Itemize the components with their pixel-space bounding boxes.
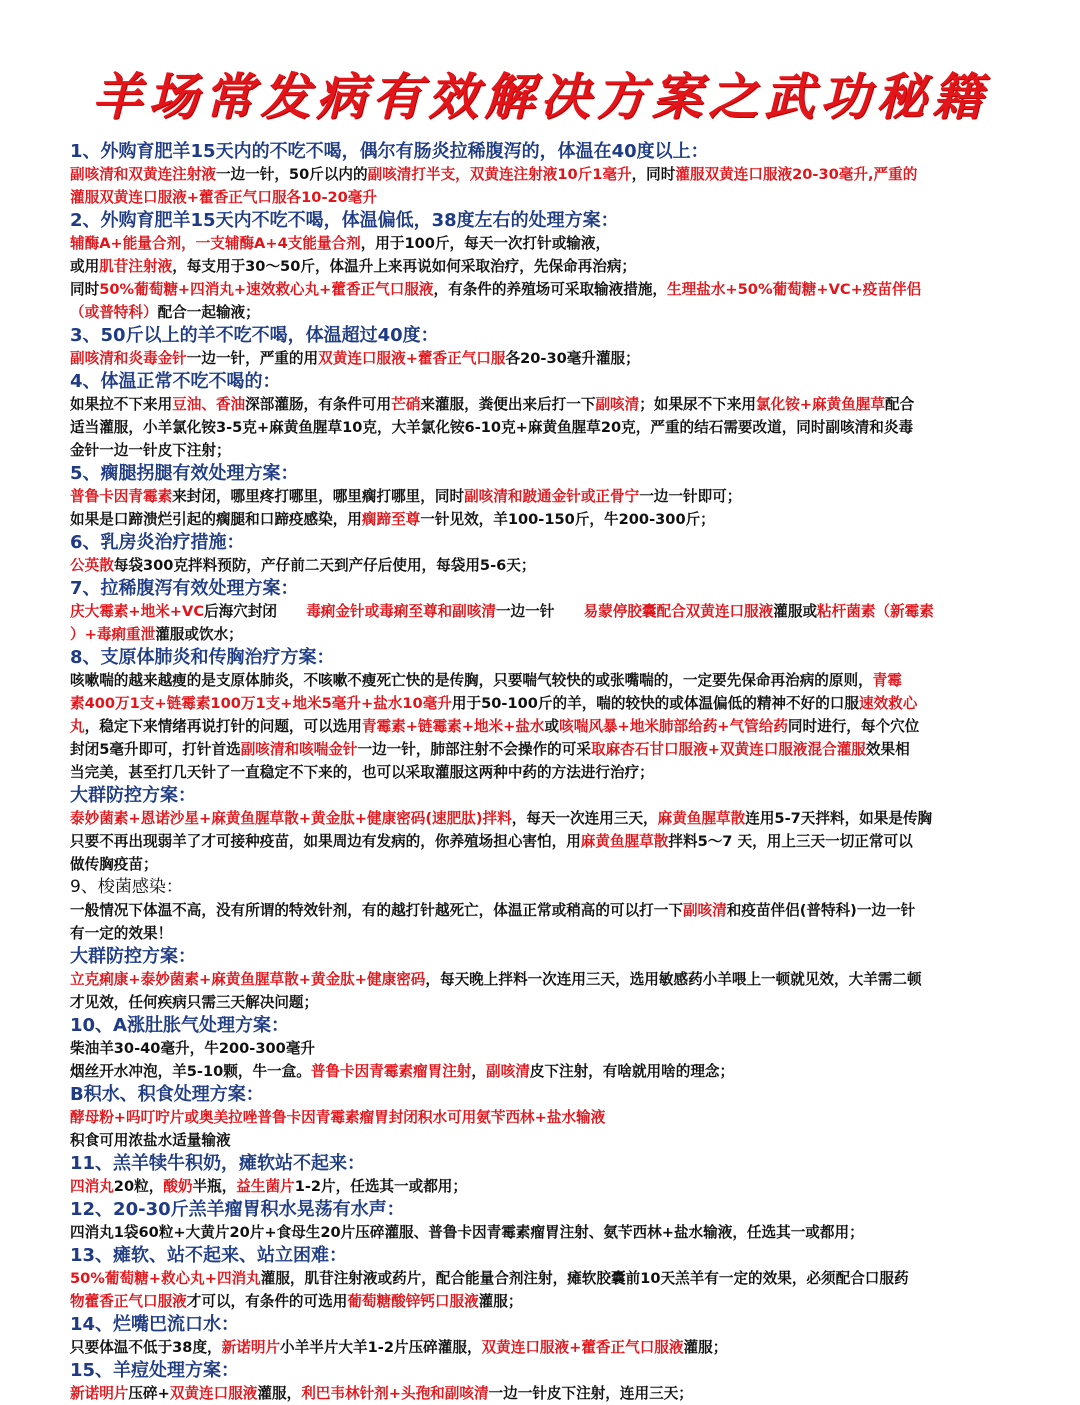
section-line (70, 1336, 1010, 1359)
body-text: 和疫苗伴侣(普特科)一边一针 (726, 902, 916, 919)
section-line (70, 439, 1010, 462)
section-line (70, 508, 1010, 531)
highlighted-text: 芒硝 (391, 396, 421, 413)
body-text: ，用于100斤，每天一次打针或输液， (360, 235, 611, 252)
section-13 (70, 1083, 1010, 1152)
section-heading: 9、梭菌感染： (70, 877, 183, 897)
section-18 (70, 1359, 1010, 1405)
body-text: 或 (544, 718, 560, 735)
section-line (70, 301, 1010, 324)
highlighted-text: 公英散 (70, 557, 114, 574)
section-line (70, 669, 1010, 692)
body-text: ，同时 (631, 166, 676, 183)
section-heading: 7、拉稀腹泻有效处理方案： (70, 578, 299, 599)
section-heading: B积水、积食处理方案： (70, 1084, 264, 1105)
section-heading: 14、烂嘴巴流口水： (70, 1314, 240, 1335)
section-line (70, 968, 1010, 991)
section-line (70, 393, 1010, 416)
body-text: 来灌服，粪便出来后打一下 (420, 396, 596, 413)
highlighted-text: 生理盐水+50%葡萄糖+VC+疫苗伴侣 (667, 281, 922, 298)
body-text: 如果拉不下来用 (70, 396, 173, 413)
body-text: 同时进行，每个穴位 (787, 718, 920, 735)
highlighted-text: 麻黄鱼腥草散 (580, 833, 669, 850)
body-text: 灌服， (257, 1385, 302, 1402)
section-9 (70, 784, 1010, 876)
highlighted-text: 咳喘风暴+地米肺部给药+气管给药 (559, 718, 788, 735)
highlighted-text: 速效救心 (858, 695, 918, 712)
highlighted-text: 物藿香正气口服液 (70, 1293, 187, 1310)
section-line (70, 186, 1010, 209)
body-text: ，有条件的养殖场可采取输液措施， (433, 281, 668, 298)
section-line (70, 830, 1010, 853)
section-line (70, 485, 1010, 508)
section-line (70, 278, 1010, 301)
highlighted-text: ）+毒痢重泄 (70, 626, 156, 643)
highlighted-text: 毒痢金针或毒痢至尊和副咳清 (306, 603, 496, 620)
highlighted-text: 瘸蹄至尊 (361, 511, 421, 528)
section-line (70, 1129, 1010, 1152)
highlighted-text: 副咳清和咳喘金针 (240, 741, 358, 758)
section-heading: 8、支原体肺炎和传胸治疗方案： (70, 647, 335, 668)
section-heading: 3、50斤以上的羊不吃不喝，体温超过40度： (70, 325, 439, 346)
body-text: 封闭5毫升即可，打针首选 (70, 741, 241, 758)
section-heading: 4、体温正常不吃不喝的： (70, 371, 281, 392)
section-1 (70, 140, 1010, 209)
highlighted-text: 易蒙停胶囊配合双黄连口服液 (583, 603, 774, 620)
section-5 (70, 462, 1010, 531)
section-heading: 6、乳房炎治疗措施： (70, 532, 245, 553)
highlighted-text: 灌服双黄连口服液20-30毫升,严重的 (675, 166, 918, 183)
section-15 (70, 1198, 1010, 1244)
highlighted-text: 50%葡萄糖+救心丸+四消丸 (70, 1270, 261, 1287)
highlighted-text: 副咳清 (682, 902, 727, 919)
section-line (70, 899, 1010, 922)
section-line (70, 715, 1010, 738)
highlighted-text: 肌苷注射液 (99, 258, 173, 275)
highlighted-text: 取麻杏石甘口服液+双黄连口服液混合灌服 (590, 741, 866, 758)
section-line (70, 1382, 1010, 1405)
body-text: 四消丸1袋60粒+大黄片20片+食母生20片压碎灌服、普鲁卡因青霉素瘤胃注射、氨苄西林+盐水输液，任选其一或都用； (70, 1224, 864, 1241)
highlighted-text: 副咳清和双黄连注射液 (70, 166, 216, 183)
highlighted-text: 青霉素+链霉素+地米+盐水 (361, 718, 545, 735)
highlighted-text: 麻黄鱼腥草散 (657, 810, 746, 827)
section-heading: 12、20-30斤羔羊瘤胃积水晃荡有水声： (70, 1199, 405, 1220)
body-text: 皮下注射，有啥就用啥的理念； (529, 1063, 735, 1080)
section-8 (70, 646, 1010, 784)
body-text: ；如果尿不下来用 (639, 396, 757, 413)
highlighted-text: 副咳清 (595, 396, 640, 413)
body-text: 才见效，任何疾病只需三天解决问题； (70, 994, 319, 1011)
highlighted-text: 四消丸 (70, 1178, 114, 1195)
section-14 (70, 1152, 1010, 1198)
section-line (70, 853, 1010, 876)
body-text: 灌服； (478, 1293, 523, 1310)
section-line (70, 738, 1010, 761)
section-line (70, 1290, 1010, 1313)
body-text: 灌服或 (773, 603, 818, 620)
section-heading: 11、羔羊犊牛积奶，瘫软站不起来： (70, 1153, 366, 1174)
section-line (70, 600, 1010, 623)
highlighted-text: 双黄连口服液+藿香正气口服液 (481, 1339, 684, 1356)
section-line (70, 1267, 1010, 1290)
highlighted-text: 青霉 (872, 672, 902, 689)
section-7 (70, 577, 1010, 646)
highlighted-text: 益生菌片 (236, 1178, 295, 1195)
body-text: 或用 (70, 258, 100, 275)
section-line (70, 692, 1010, 715)
body-text: 配合 (885, 396, 915, 413)
section-line (70, 255, 1010, 278)
section-line (70, 922, 1010, 945)
body-text: 有一定的效果！ (70, 925, 173, 942)
section-4 (70, 370, 1010, 462)
body-text: 做传胸疫苗； (70, 856, 158, 873)
highlighted-text: 普鲁卡因青霉素瘤胃注射 (310, 1063, 472, 1080)
highlighted-text: 普鲁卡因青霉素 (70, 488, 173, 505)
section-2 (70, 209, 1010, 324)
section-heading: 5、瘸腿拐腿有效处理方案： (70, 463, 299, 484)
content-body (70, 140, 1010, 1405)
body-text: 来封闭，哪里疼打哪里，哪里瘸打哪里，同时 (172, 488, 465, 505)
section-line (70, 554, 1010, 577)
body-text: 灌服； (683, 1339, 728, 1356)
highlighted-text: 素400万1支+链霉素100万1支+地米5毫升+盐水10毫升 (70, 695, 452, 712)
section-line (70, 1037, 1010, 1060)
body-text: 适当灌服，小羊氯化铵3-5克+麻黄鱼腥草10克，大羊氯化铵6-10克+麻黄鱼腥草20克，严重的结石需要改道，同时副咳清和炎毒 (70, 419, 914, 436)
body-text: 咳嗽喘的越来越瘦的是支原体肺炎，不咳嗽不瘦死亡快的是传胸，只要喘气较快的或张嘴喘的，一定要先保命再治病的原则， (70, 672, 873, 689)
section-heading: 2、外购育肥羊15天内不吃不喝，体温偏低，38度左右的处理方案： (70, 210, 619, 231)
highlighted-text: 新诺明片 (221, 1339, 281, 1356)
highlighted-text: 豆油、香油 (172, 396, 246, 413)
body-text: 一边一针，50斤以内的 (215, 166, 368, 183)
section-line (70, 1175, 1010, 1198)
section-line (70, 163, 1010, 186)
body-text: 压碎+ (128, 1385, 170, 1402)
body-text: 只要不再出现弱羊了才可接种疫苗，如果周边有发病的，你养殖场担心害怕，用 (70, 833, 581, 850)
section-line (70, 1060, 1010, 1083)
section-line (70, 1106, 1010, 1129)
body-text: 深部灌肠，有条件可用 (245, 396, 392, 413)
body-text: 小羊半片大羊1-2片压碎灌服， (280, 1339, 482, 1356)
body-text: ，每支用于30～50斤，体温升上来再说如何采取治疗，先保命再治病； (172, 258, 637, 275)
section-11 (70, 945, 1010, 1014)
section-heading: 13、瘫软、站不起来、站立困难： (70, 1245, 348, 1266)
body-text: 当完美，甚至打几天针了一直稳定不下来的，也可以采取灌服这两种中药的方法进行治疗； (70, 764, 654, 781)
highlighted-text: 50%葡萄糖+四消丸+速效救心丸+藿香正气口服液 (99, 281, 434, 298)
body-text: 各20-30毫升灌服； (505, 350, 640, 367)
body-text: 效果相 (865, 741, 910, 758)
section-10 (70, 876, 1010, 945)
highlighted-text: 辅酶A+能量合剂，一支辅酶A+4支能量合剂 (70, 235, 361, 252)
highlighted-text: 粘杆菌素（新霉素 (817, 603, 934, 620)
body-text: 一边一针皮下注射，连用三天； (488, 1385, 693, 1402)
section-line (70, 232, 1010, 255)
section-line (70, 347, 1010, 370)
highlighted-text: 副咳清和跛通金针或正骨宁 (464, 488, 640, 505)
body-text: 同时 (70, 281, 100, 298)
body-text: 一边一针即可； (639, 488, 742, 505)
highlighted-text: 灌服双黄连口服液+藿香正气口服各10-20毫升 (70, 189, 377, 206)
body-text: ，稳定下来情绪再说打针的问题，可以选用 (84, 718, 362, 735)
section-line (70, 991, 1010, 1014)
body-text: 20粒， (113, 1178, 164, 1195)
body-text: ，每天一次连用三天， (511, 810, 658, 827)
body-text: 配合一起输液； (157, 304, 260, 321)
body-text: ，每天晚上拌料一次连用三天，选用敏感药小羊喂上一顿就见效，大羊需二顿 (425, 971, 922, 988)
page-title: 羊场常发病有效解决方案之武功秘籍 (92, 67, 988, 126)
body-text: 一针见效，羊100-150斤，牛200-300斤； (420, 511, 715, 528)
body-text: 用于50-100斤的羊，喘的较快的或体温偏低的精神不好的口服 (451, 695, 859, 712)
highlighted-text: 庆大霉素+地米+VC (70, 603, 205, 620)
body-text: 连用5-7天拌料，如果是传胸 (745, 810, 933, 827)
section-heading: 大群防控方案： (70, 785, 196, 806)
section-17 (70, 1313, 1010, 1359)
body-text: 柴油羊30-40毫升，牛200-300毫升 (70, 1040, 316, 1057)
highlighted-text: 立克痢康+泰妙菌素+麻黄鱼腥草散+黄金肽+健康密码 (70, 971, 426, 988)
body-text: 拌料5～7 天，用上三天一切正常可以 (668, 833, 913, 850)
body-text: ， (471, 1063, 486, 1080)
body-text: 烟丝开水冲泡，羊5-10颗，牛一盒。 (70, 1063, 311, 1080)
highlighted-text: 副咳清和炎毒金针 (70, 350, 187, 367)
section-line (70, 807, 1010, 830)
highlighted-text: 双黄连口服液 (169, 1385, 258, 1402)
body-text: 一边一针，肺部注射不会操作的可采 (357, 741, 591, 758)
highlighted-text: 双黄连口服液+藿香正气口服 (318, 350, 506, 367)
body-text: 半瓶， (192, 1178, 237, 1195)
section-line (70, 1221, 1010, 1244)
body-text: 一边一针 (495, 603, 584, 620)
highlighted-text: 丸 (70, 718, 85, 735)
body-text: 后海穴封闭 (204, 603, 307, 620)
section-line (70, 416, 1010, 439)
section-line (70, 761, 1010, 784)
highlighted-text: （或普特科） (70, 304, 158, 321)
highlighted-text: 酸奶 (163, 1178, 193, 1195)
body-text: 才可以，有条件的可选用 (186, 1293, 348, 1310)
highlighted-text: 新诺明片 (70, 1385, 129, 1402)
body-text: 灌服或饮水； (155, 626, 243, 643)
body-text: 灌服，肌苷注射液或药片，配合能量合剂注射，瘫软胶囊前10天羔羊有一定的效果，必须配合口服药 (260, 1270, 909, 1287)
highlighted-text: 副咳清打半支，双黄连注射液10斤1毫升 (367, 166, 632, 183)
highlighted-text: 泰妙菌素+恩诺沙星+麻黄鱼腥草散+黄金肽+健康密码(速肥肽)拌料 (70, 810, 512, 827)
body-text: 一边一针，严重的用 (186, 350, 319, 367)
body-text: 一般情况下体温不高，没有所谓的特效针剂，有的越打针越死亡，体温正常或稍高的可以打一下 (70, 902, 683, 919)
highlighted-text: 酵母粉+吗叮咛片或奥美拉唑普鲁卡因青霉素瘤胃封闭积水可用氨苄西林+盐水输液 (70, 1109, 606, 1126)
highlighted-text: 氯化铵+麻黄鱼腥草 (756, 396, 885, 413)
section-line (70, 623, 1010, 646)
section-heading: 15、羊痘处理方案： (70, 1360, 240, 1381)
section-16 (70, 1244, 1010, 1313)
body-text: 积食可用浓盐水适量输液 (70, 1132, 231, 1149)
section-heading: 大群防控方案： (70, 946, 196, 967)
body-text: 每袋300克拌料预防，产仔前二天到产仔后使用，每袋用5-6天； (113, 557, 536, 574)
section-heading: 1、外购育肥羊15天内的不吃不喝，偶尔有肠炎拉稀腹泻的，体温在40度以上： (70, 141, 709, 162)
highlighted-text: 利巴韦林针剂+头孢和副咳清 (301, 1385, 489, 1402)
section-heading: 10、A涨肚胀气处理方案： (70, 1015, 289, 1036)
highlighted-text: 葡萄糖酸锌钙口服液 (347, 1293, 479, 1310)
section-12 (70, 1014, 1010, 1083)
body-text: 金针一边一针皮下注射； (70, 442, 231, 459)
body-text: 只要体温不低于38度， (70, 1339, 222, 1356)
body-text: 如果是口蹄溃烂引起的瘸腿和口蹄疫感染，用 (70, 511, 362, 528)
section-6 (70, 531, 1010, 577)
section-3 (70, 324, 1010, 370)
body-text: 1-2片，任选其一或都用； (294, 1178, 467, 1195)
highlighted-text: 副咳清 (486, 1063, 530, 1080)
